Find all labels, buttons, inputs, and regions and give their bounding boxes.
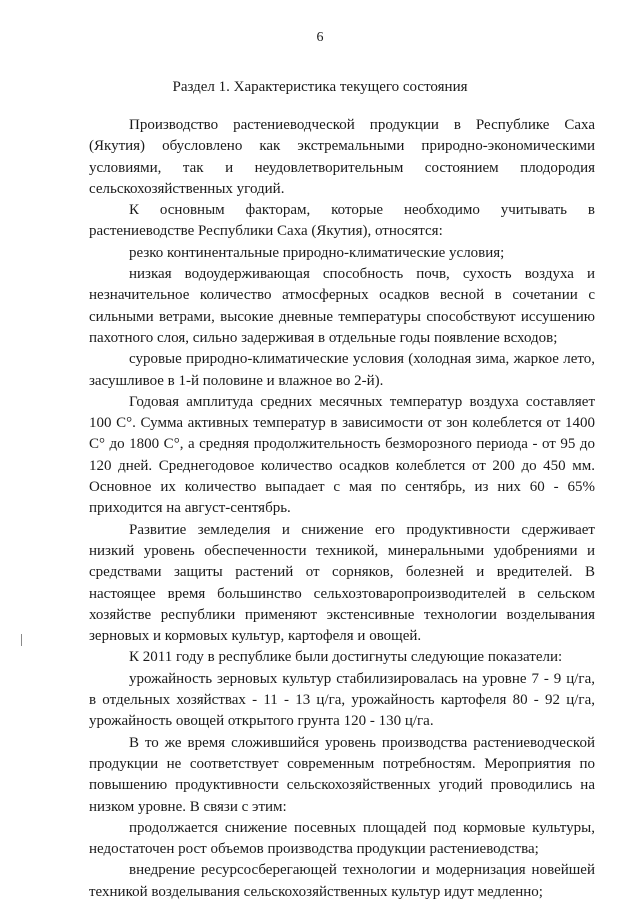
list-item: резко континентальные природно-климатические условия; bbox=[129, 244, 505, 261]
list-item: внедрение ресурсосберегающей технологии и модернизация новейшей техникой возделывания сельскохозяйственных культур идут медленно; bbox=[89, 862, 595, 900]
section-title: Раздел 1. Характеристика текущего состояния bbox=[172, 79, 468, 95]
list-item: продолжается снижение посевных площадей под кормовые культуры, недостаточен рост объемов производства продукции растениеводства; bbox=[89, 819, 595, 858]
list-item: низкая водоудерживающая способность почв, сухость воздуха и незначительное количество атмосферных осадков весной в сочетании с сильными ветрами, высокие дневные температуры способствуют иссушению пахотного слоя, сильно задерживая в отдельные годы появление всходов; bbox=[89, 266, 595, 346]
document-body bbox=[89, 115, 595, 903]
paragraph: К основным факторам, которые необходимо учитывать в растениеводстве Республики Саха (Якутия), относятся: bbox=[89, 202, 595, 240]
paragraph: К 2011 году в республике были достигнуты следующие показатели: bbox=[129, 649, 563, 666]
paragraph: В то же время сложившийся уровень производства растениеводческой продукции не соответствует современным потребностям. Мероприятия по повышению продуктивности сельскохозяйственных угодий проводились на низком уровне. В связи с этим: bbox=[89, 734, 595, 815]
page-number: 6 bbox=[316, 30, 324, 45]
list-item: суровые природно-климатические условия (холодная зима, жаркое лето, засушливое в 1-й половине и влажное во 2-й). bbox=[89, 351, 595, 389]
paragraph: Развитие земледелия и снижение его продуктивности сдерживает низкий уровень обеспеченности техникой, минеральными удобрениями и средствами защиты растений от сорняков, болезней и вредителей. В настоящее время большинство сельхозтоваропроизводителей в сельском хозяйстве республики применяют экстенсивные технологии возделывания зерновых и кормовых культур, картофеля и овощей. bbox=[89, 521, 595, 645]
paragraph: Годовая амплитуда средних месячных температур воздуха составляет 100 С°. Сумма активных температур в зависимости от зон колеблется от 1400 С° до 1800 С°, а средняя продолжительность безморозного периода - от 95 до 120 дней. Среднегодовое количество осадков колеблется от 200 до 450 мм. Основное их количество выпадает с мая по сентябрь, из них 60 - 65% приходится на август-сентябрь. bbox=[89, 393, 595, 517]
list-item: урожайность зерновых культур стабилизировалась на уровне 7 - 9 ц/га, в отдельных хозяйствах - 11 - 13 ц/га, урожайность картофеля 80 - 92 ц/га, урожайность овощей открытого грунта 120 - 130 ц/га. bbox=[89, 670, 595, 730]
scan-margin-mark bbox=[21, 634, 22, 646]
paragraph: Производство растениеводческой продукции в Республике Саха (Якутия) обусловлено как экстремальными природно-экономическими условиями, так и неудовлетворительным состоянием плодородия сельскохозяйственных угодий. bbox=[89, 117, 595, 197]
